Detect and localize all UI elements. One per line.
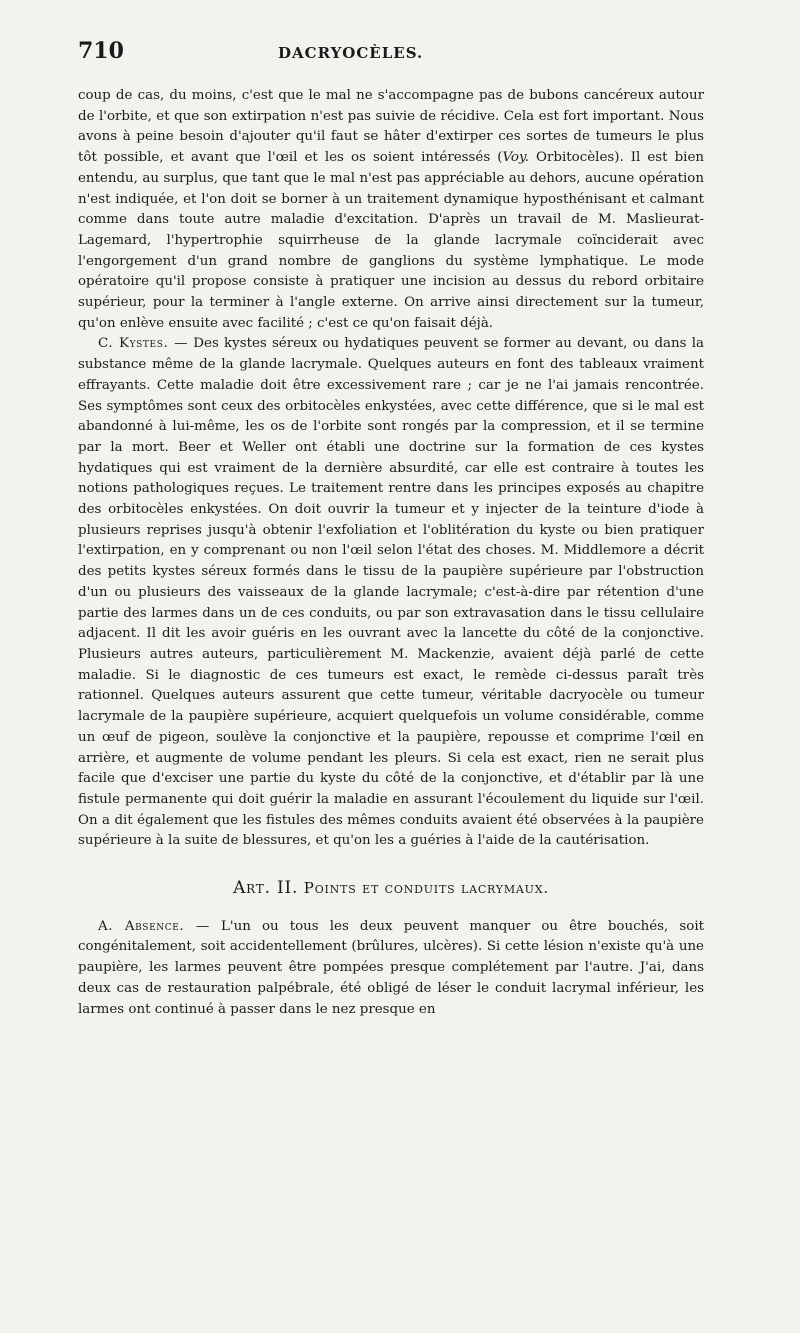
paragraph-3-text: L'un ou tous les deux peuvent manquer ou être bouchés, soit congénitalement, soit accidentellement (brûlures, ulcères). Si cette lésion n'existe qu'à une paupière, les larmes peuvent être pompées presque complétement par l'autre. J'ai, dans deux cas de restauration palpébrale, été obligé de léser le conduit lacrymal inférieur, les larmes ont continué à passer dans le nez presque en (78, 918, 704, 1017)
paragraph-2 (78, 334, 704, 852)
article-title: Points et conduits lacrymaux. (303, 879, 549, 898)
body-text (78, 86, 704, 1020)
paragraph-1-reference: Voy. (502, 150, 530, 166)
running-title: DACRYOCÈLES. (278, 44, 424, 62)
article-number: Art. II. (233, 878, 299, 899)
paragraph-1-text-b: Orbitocèles). Il est bien entendu, au surplus, que tant que le mal n'est pas appréciable au dehors, aucune opération n'est indiquée, et l'on doit se borner à un traitement dynamique hyposthénisant et calmant comme dans toute autre maladie d'excitation. D'après un travail de M. Maslieurat-Lagemard, l'hypertrophie squirrheuse de la glande lacrymale coïnciderait avec l'engorgement d'un grand nombre de ganglions du système lymphatique. Le mode opératoire qu'il propose consiste à pratiquer une incision au dessus du rebord orbitaire supérieur, pour la terminer à l'angle externe. On arrive ainsi directement sur la tumeur, qu'on enlève ensuite avec facilité ; c'est ce qu'on faisait déjà. (78, 150, 704, 331)
page-number: 710 (78, 38, 124, 64)
section-label-absence: A. Absence. — (98, 918, 210, 934)
article-heading (78, 878, 704, 899)
section-label-kystes: C. Kystes. — (98, 336, 189, 352)
paragraph-1 (78, 86, 704, 334)
paragraph-1-text-a: coup de cas, du moins, c'est que le mal ne s'accompagne pas de bubons cancéreux autour de l'orbite, et que son extirpation n'est pas suivie de récidive. Cela est fort important. Nous avons à peine besoin d'ajouter qu'il faut se hâter d'extirper ces sortes de tumeurs le plus tôt possible, et avant que l'œil et les os soient intéressés ( (78, 88, 704, 166)
paragraph-3 (78, 917, 704, 1021)
paragraph-2-text: Des kystes séreux ou hydatiques peuvent se former au devant, ou dans la substance même de la glande lacrymale. Quelques auteurs en font des tableaux vraiment effrayants. Cette maladie doit être excessivement rare ; car je ne l'ai jamais rencontrée. Ses symptômes sont ceux des orbitocèles enkystées, avec cette différence, que si le mal est abandonné à lui-même, les os de l'orbite sont rongés par la compression, et il se termine par la mort. Beer et Weller ont établi une doctrine sur la formation de ces kystes hydatiques qui est vraiment de la dernière absurdité, car elle est contraire à toutes les notions pathologiques reçues. Le traitement rentre dans les principes exposés au chapitre des orbitocèles enkystées. On doit ouvrir la tumeur et y injecter de la teinture d'iode à plusieurs reprises jusqu'à obtenir l'exfoliation et l'oblitération du kyste ou bien pratiquer l'extirpation, en y comprenant ou non l'œil selon l'état des choses. M. Middlemore a décrit des petits kystes séreux formés dans le tissu de la paupière supérieure par l'obstruction d'un ou plusieurs des vaisseaux de la glande lacrymale; c'est-à-dire par rétention d'une partie des larmes dans un de ces conduits, ou par son extravasation dans le tissu cellulaire adjacent. Il dit les avoir guéris en les ouvrant avec la lancette du côté de la conjonctive. Plusieurs autres auteurs, particulièrement M. Mackenzie, avaient déjà parlé de cette maladie. Si le diagnostic de ces tumeurs est exact, le remède ci-dessus paraît très rationnel. Quelques auteurs assurent que cette tumeur, véritable dacryocèle ou tumeur lacrymale de la paupière supérieure, acquiert quelquefois un volume considérable, comme un œuf de pigeon, soulève la conjonctive et la paupière, repousse et comprime l'œil en arrière, et augmente de volume pendant les pleurs. Si cela est exact, rien ne serait plus facile que d'exciser une partie du kyste du côté de la conjonctive, et d'établir par là une fistule permanente qui doit guérir la maladie en assurant l'écoulement du liquide sur l'œil. On a dit également que les fistules des mêmes conduits avaient été observées à la paupière supérieure à la suite de blessures, et qu'on les a guéries à l'aide de la cautérisation. (78, 336, 704, 849)
page-header (78, 38, 704, 70)
